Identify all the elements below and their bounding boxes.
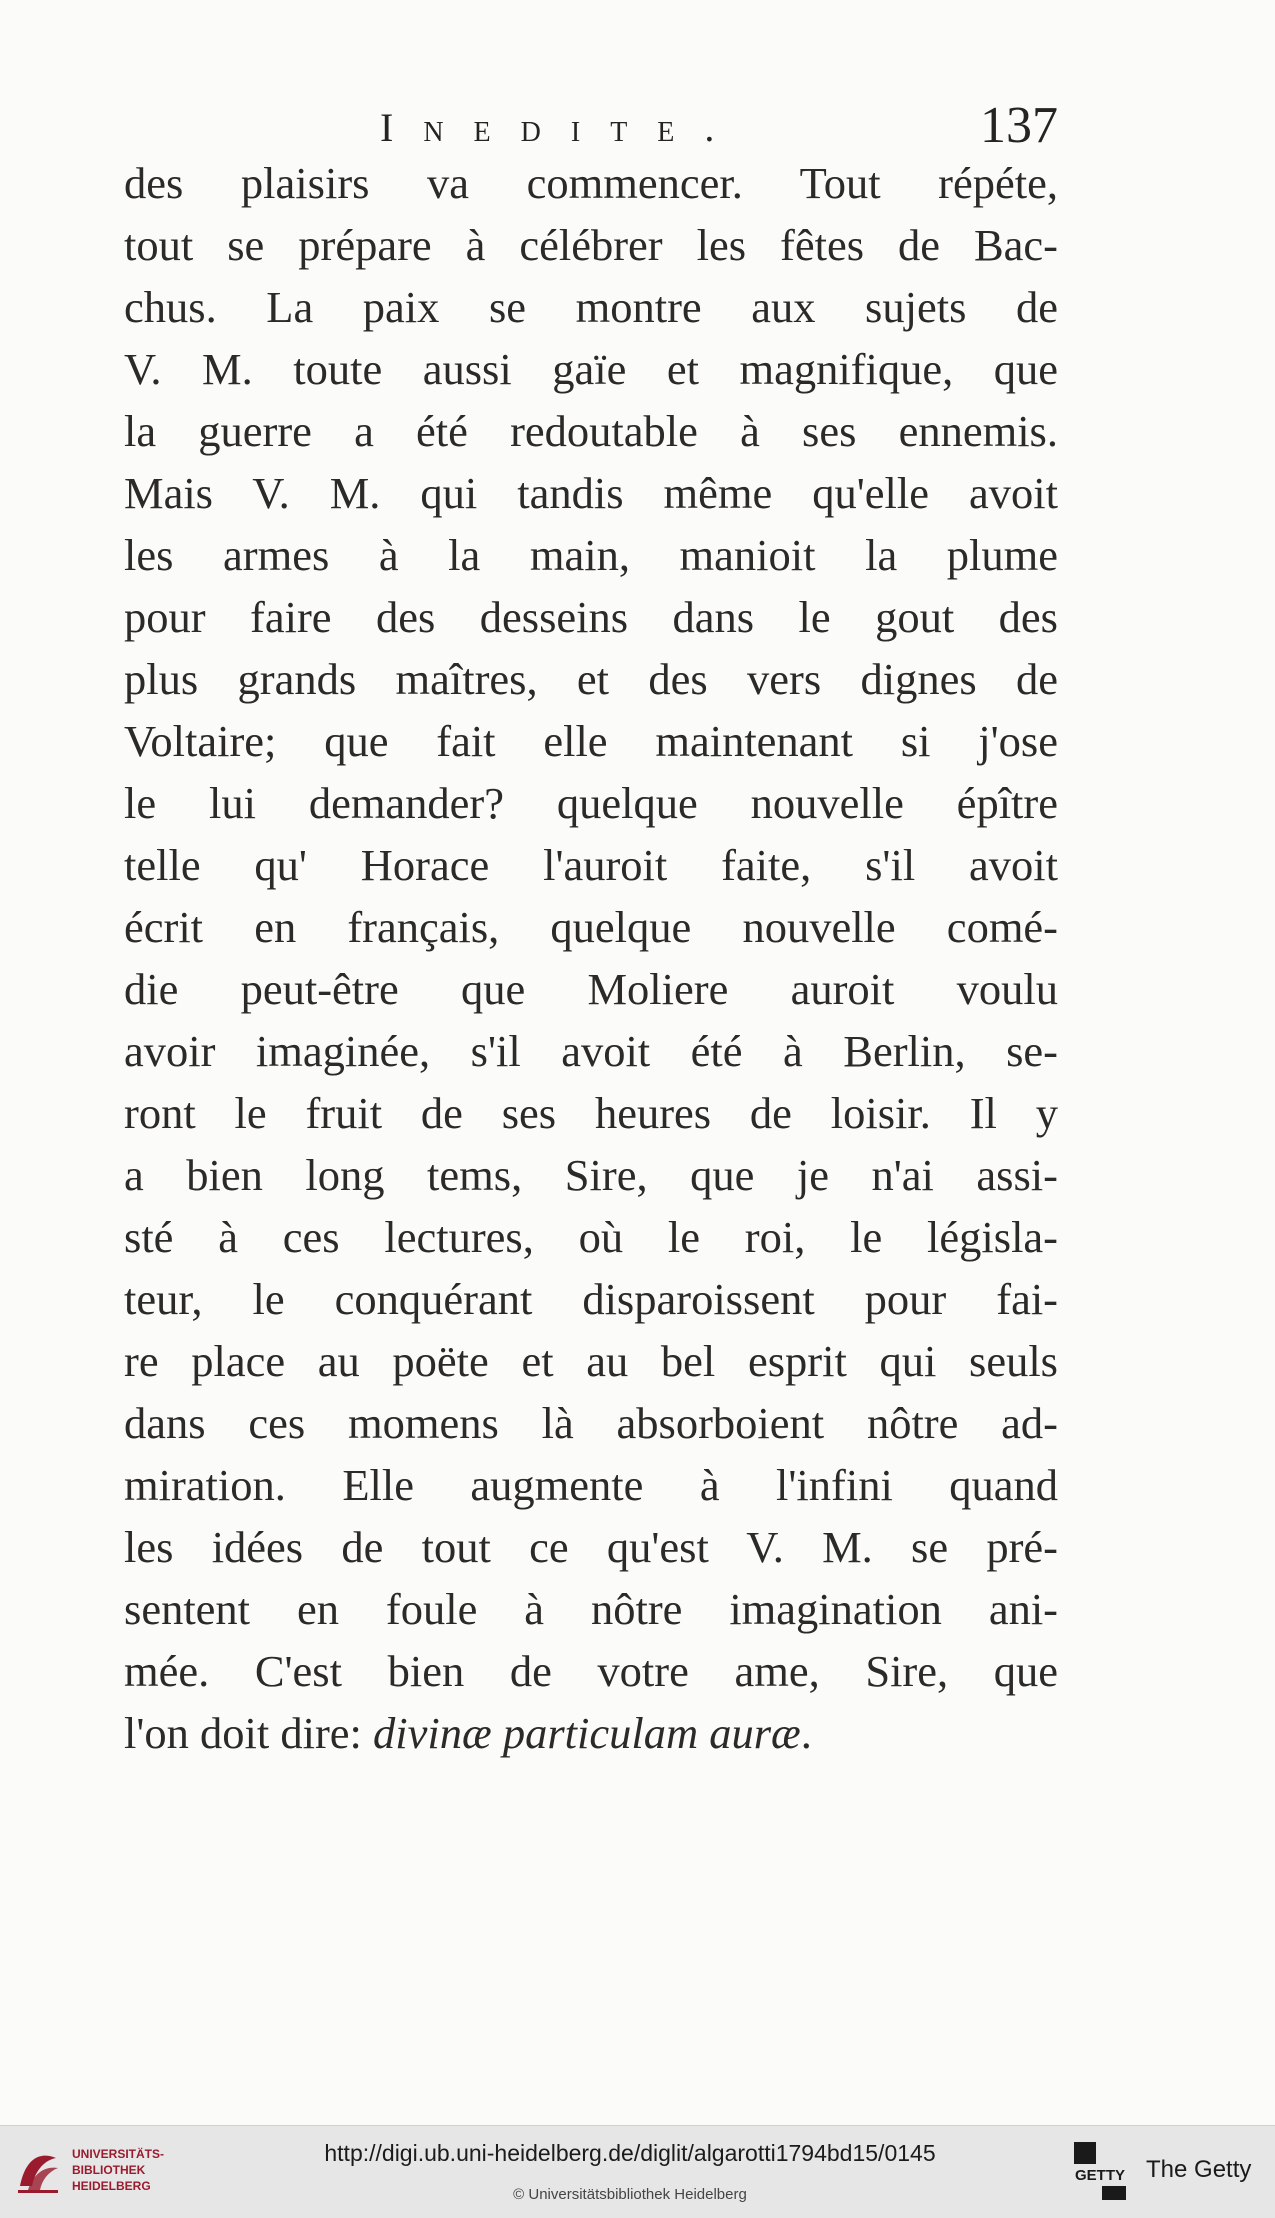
text-line: écrit en français, quelque nouvelle comé- bbox=[124, 902, 1058, 952]
text-line: dans ces momens là absorboient nôtre ad- bbox=[124, 1398, 1058, 1448]
partner-name: The Getty bbox=[1146, 2156, 1252, 2183]
text-line: Voltaire; que fait elle maintenant si j'ose bbox=[124, 716, 1058, 766]
running-title: Inedite. bbox=[380, 105, 745, 150]
text-line: miration. Elle augmente à l'infini quand bbox=[124, 1460, 1058, 1510]
getty-logo-icon bbox=[1072, 2140, 1128, 2204]
text-line: chus. La paix se montre aux sujets de bbox=[124, 282, 1058, 332]
text-line: V. M. toute aussi gaïe et magnifique, que bbox=[124, 344, 1058, 394]
university-library-logo-icon bbox=[12, 2146, 64, 2198]
text-line: Mais V. M. qui tandis même qu'elle avoit bbox=[124, 468, 1058, 518]
last-line-end: . bbox=[800, 1708, 812, 1758]
text-line: les armes à la main, manioit la plume bbox=[124, 530, 1058, 580]
body-text bbox=[124, 152, 1058, 1764]
text-line: plus grands maîtres, et des vers dignes de bbox=[124, 654, 1058, 704]
svg-text:GETTY: GETTY bbox=[1074, 2167, 1126, 2184]
text-line: avoir imaginée, s'il avoit été à Berlin, se- bbox=[124, 1026, 1058, 1076]
university-library-name: UNIVERSITÄTS- BIBLIOTHEK HEIDELBERG bbox=[72, 2147, 165, 2193]
running-head bbox=[124, 96, 1058, 156]
text-line: a bien long tems, Sire, que je n'ai assi- bbox=[124, 1150, 1058, 1200]
copyright-notice: © Universitätsbibliothek Heidelberg bbox=[513, 2186, 747, 2203]
text-line: telle qu' Horace l'auroit faite, s'il avoit bbox=[124, 840, 1058, 890]
page-number: 137 bbox=[980, 97, 1058, 154]
text-line: sté à ces lectures, où le roi, le législa- bbox=[124, 1212, 1058, 1262]
viewer-footer bbox=[0, 2125, 1275, 2218]
text-line: mée. C'est bien de votre ame, Sire, que bbox=[124, 1646, 1058, 1696]
text-line: la guerre a été redoutable à ses ennemis. bbox=[124, 406, 1058, 456]
text-line: les idées de tout ce qu'est V. M. se pré- bbox=[124, 1522, 1058, 1572]
text-line-last bbox=[124, 1702, 1058, 1764]
text-line: teur, le conquérant disparoissent pour fai- bbox=[124, 1274, 1058, 1324]
text-line: des plaisirs va commencer. Tout répéte, bbox=[124, 158, 1058, 208]
text-line: le lui demander? quelque nouvelle épître bbox=[124, 778, 1058, 828]
last-line-text: l'on doit dire: bbox=[124, 1708, 374, 1758]
latin-quotation: divinæ particulam auræ bbox=[373, 1708, 801, 1758]
permalink-url[interactable]: http://digi.ub.uni-heidelberg.de/diglit/algarotti1794bd15/0145 bbox=[324, 2140, 936, 2166]
text-line: tout se prépare à célébrer les fêtes de Bac- bbox=[124, 220, 1058, 270]
text-line: sentent en foule à nôtre imagination ani- bbox=[124, 1584, 1058, 1634]
text-line: pour faire des desseins dans le gout des bbox=[124, 592, 1058, 642]
text-line: die peut-être que Moliere auroit voulu bbox=[124, 964, 1058, 1014]
text-line: re place au poëte et au bel esprit qui seuls bbox=[124, 1336, 1058, 1386]
text-line: ront le fruit de ses heures de loisir. Il y bbox=[124, 1088, 1058, 1138]
